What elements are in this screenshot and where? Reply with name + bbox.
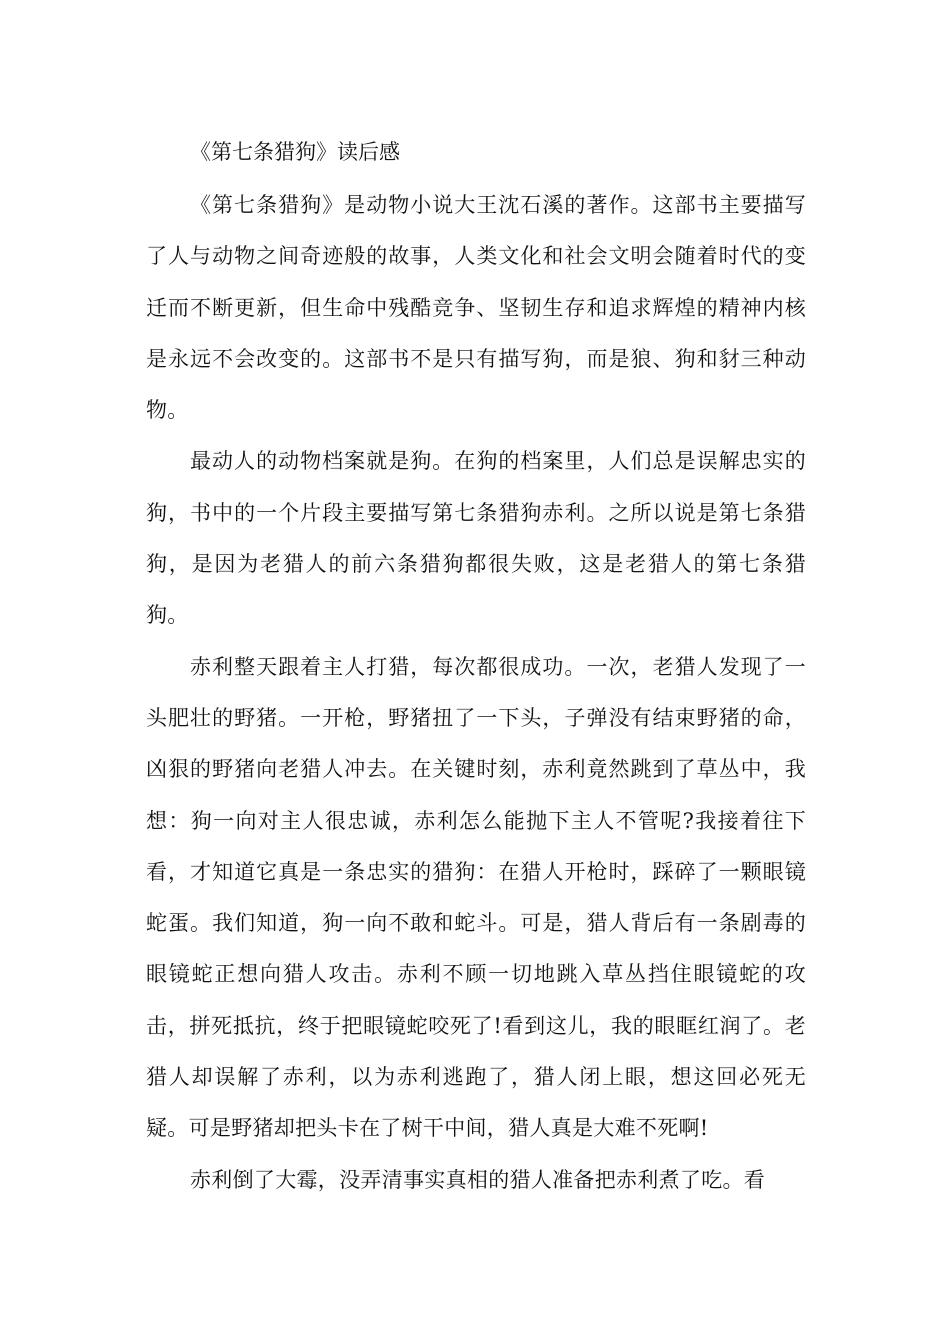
paragraph-1: 《第七条猎狗》是动物小说大王沈石溪的著作。这部书主要描写了人与动物之间奇迹般的故事，人类文化和社会文明会随着时代的变迁而不断更新，但生命中残酷竞争、坚韧生存和追求辉煌的精神内核是永远不会改变的。这部书不是只有描写狗，而是狼、狗和豺三种动物。 (146, 193, 806, 423)
paragraph-4: 赤利倒了大霉，没弄清事实真相的猎人准备把赤利煮了吃。看 (190, 1167, 766, 1192)
document-title: 《第七条猎狗》读后感 (190, 140, 400, 164)
paragraph-2: 最动人的动物档案就是狗。在狗的档案里，人们总是误解忠实的狗，书中的一个片段主要描写第七条猎狗赤利。之所以说是第七条猎狗，是因为老猎人的前六条猎狗都很失败，这是老猎人的第七条猎狗。 (146, 449, 806, 628)
paragraph-3: 赤利整天跟着主人打猎，每次都很成功。一次，老猎人发现了一头肥壮的野猪。一开枪，野猪扭了一下头，子弹没有结束野猪的命，凶狠的野猪向老猎人冲去。在关键时刻，赤利竟然跳到了草丛中，我想：狗一向对主人很忠诚，赤利怎么能抛下主人不管呢?我接着往下看，才知道它真是一条忠实的猎狗：在猎人开枪时，踩碎了一颗眼镜蛇蛋。我们知道，狗一向不敢和蛇斗。可是，猎人背后有一条剧毒的眼镜蛇正想向猎人攻击。赤利不顾一切地跳入草丛挡住眼镜蛇的攻击，拼死抵抗，终于把眼镜蛇咬死了!看到这儿，我的眼眶红润了。老猎人却误解了赤利，以为赤利逃跑了，猎人闭上眼，想这回必死无疑。可是野猪却把头卡在了树干中间，猎人真是大难不死啊! (146, 654, 806, 1141)
document-body (146, 180, 806, 1206)
